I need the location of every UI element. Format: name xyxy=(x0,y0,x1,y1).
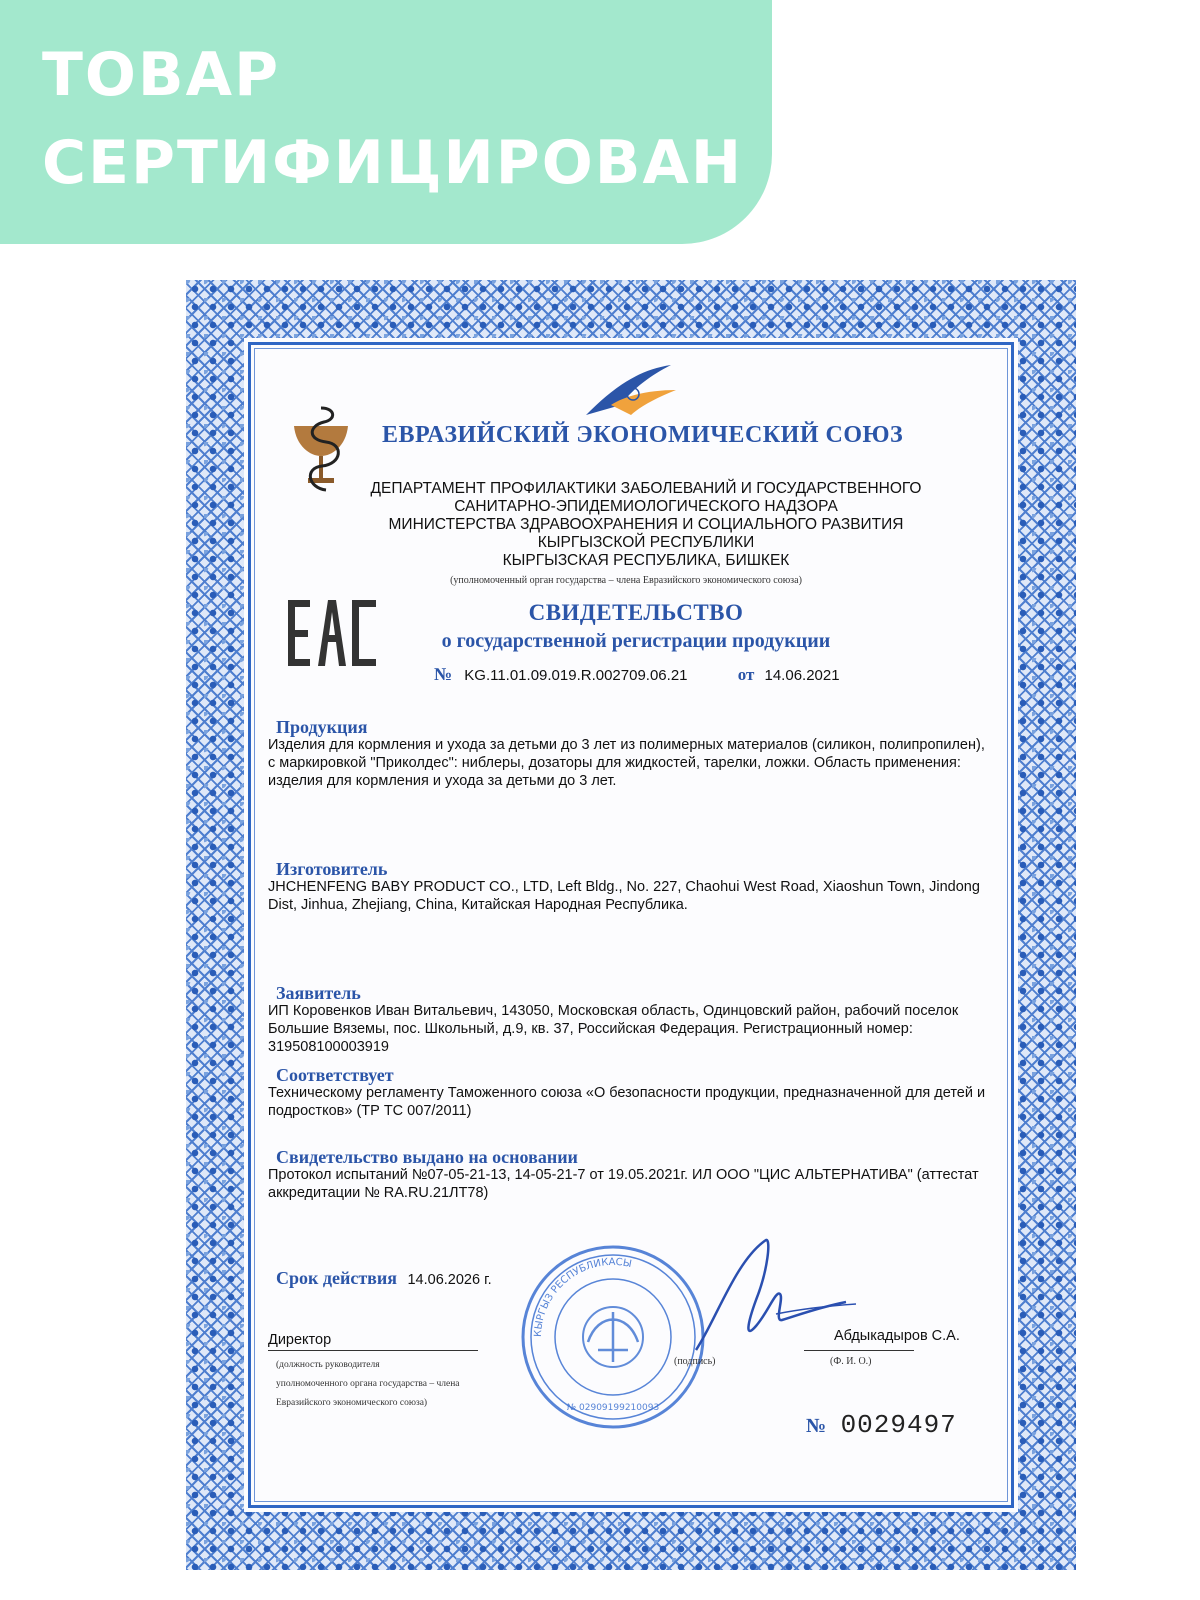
section-text: ИП Коровенков Иван Витальевич, 143050, Московская область, Одинцовский район, рабочий поселок Большие Вяземы, пос. Школьный, д.9, кв. 37, Российская Федерация. Регистрационный номер: 319508100003919 xyxy=(268,1003,959,1055)
svg-text:ЕАС: ЕАС xyxy=(288,598,291,599)
fio-note: (Ф. И. О.) xyxy=(830,1356,872,1367)
section-manufacturer xyxy=(268,860,988,914)
form-number-label: № xyxy=(806,1415,827,1437)
validity-date: 14.06.2026 г. xyxy=(407,1272,492,1288)
certificate-subtitle: о государственной регистрации продукции xyxy=(441,630,831,652)
section-text: Изделия для кормления и ухода за детьми до 3 лет из полимерных материалов (силикон, полипропилен), с маркировкой "Приколдес": ниблеры, дозаторы для жидкостей, тарелки, ложки. Область применения: изделия для кормления и ухода за детьми до 3 лет. xyxy=(268,737,985,789)
eaeu-emblem-icon xyxy=(581,360,681,420)
section-title: Заявитель xyxy=(276,983,361,1003)
signature-icon xyxy=(656,1230,856,1370)
registration-line xyxy=(434,664,840,685)
section-applicant xyxy=(268,984,988,1056)
section-text: Протокол испытаний №07-05-21-13, 14-05-21-7 от 19.05.2021г. ИЛ ООО "ЦИС АЛЬТЕРНАТИВА" (аттестат аккредитации № RA.RU.21ЛТ78) xyxy=(268,1167,979,1201)
validity-line xyxy=(276,1268,492,1289)
validity-label: Срок действия xyxy=(276,1268,398,1288)
signature-note: (подпись) xyxy=(674,1356,716,1367)
department-block xyxy=(286,480,1006,570)
signer-underline xyxy=(804,1350,914,1351)
svg-text:№ 02909199210093: № 02909199210093 xyxy=(566,1403,660,1413)
certificate-title: СВИДЕТЕЛЬСТВО xyxy=(528,600,744,625)
department-line: САНИТАРНО-ЭПИДЕМИОЛОГИЧЕСКОГО НАДЗОРА xyxy=(454,498,838,515)
director-note: (должность руководителя уполномоченного органа государства – члена Евразийского экономического союза) xyxy=(276,1360,460,1408)
section-text: JHCHENFENG BABY PRODUCT CO., LTD, Left Bldg., No. 227, Chaohui West Road, Xiaoshun Town, Jindong Dist, Jinhua, Zhejiang, China, Китайская Народная Республика. xyxy=(268,879,980,913)
department-line: КЫРГЫЗСКАЯ РЕСПУБЛИКА, БИШКЕК xyxy=(502,552,790,569)
eac-mark-icon xyxy=(288,598,378,668)
svg-text:КЫРГЫЗ РЕСПУБЛИКАСЫ: КЫРГЫЗ РЕСПУБЛИКАСЫ xyxy=(532,1256,633,1338)
registration-date: 14.06.2021 xyxy=(764,667,840,684)
banner-line-2: СЕРТИФИЦИРОВАН xyxy=(42,128,744,198)
section-title: Изготовитель xyxy=(276,859,388,879)
registration-certificate xyxy=(186,280,1076,1570)
section-basis xyxy=(268,1148,988,1202)
union-title: ЕВРАЗИЙСКИЙ ЭКОНОМИЧЕСКИЙ СОЮЗ xyxy=(382,422,904,448)
department-line: ДЕПАРТАМЕНТ ПРОФИЛАКТИКИ ЗАБОЛЕВАНИЙ И ГОСУДАРСТВЕННОГО xyxy=(370,480,922,497)
form-number xyxy=(806,1410,957,1440)
authority-note: (уполномоченный орган государства – члена Евразийского экономического союза) xyxy=(450,575,802,586)
registration-number: KG.11.01.09.019.R.002709.06.21 xyxy=(464,667,688,684)
certified-banner xyxy=(0,0,772,244)
signer-name: Абдыкадыров С.А. xyxy=(834,1328,960,1344)
director-label: Директор xyxy=(268,1332,332,1348)
section-title: Свидетельство выдано на основании xyxy=(276,1147,578,1167)
section-product xyxy=(268,718,988,790)
section-title: Соответствует xyxy=(276,1065,394,1085)
section-title: Продукция xyxy=(276,717,368,737)
form-number-value: 0029497 xyxy=(840,1410,957,1440)
number-label: № xyxy=(434,664,453,684)
date-label: от xyxy=(737,665,755,684)
department-line: МИНИСТЕРСТВА ЗДРАВООХРАНЕНИЯ И СОЦИАЛЬНОГО РАЗВИТИЯ xyxy=(388,516,904,533)
department-line: КЫРГЫЗСКОЙ РЕСПУБЛИКИ xyxy=(537,534,755,551)
section-compliance xyxy=(268,1066,988,1120)
banner-line-1: ТОВАР xyxy=(42,40,281,110)
director-underline xyxy=(268,1350,478,1351)
section-text: Техническому регламенту Таможенного союза «О безопасности продукции, предназначенной для детей и подростков» (ТР ТС 007/2011) xyxy=(268,1085,986,1119)
